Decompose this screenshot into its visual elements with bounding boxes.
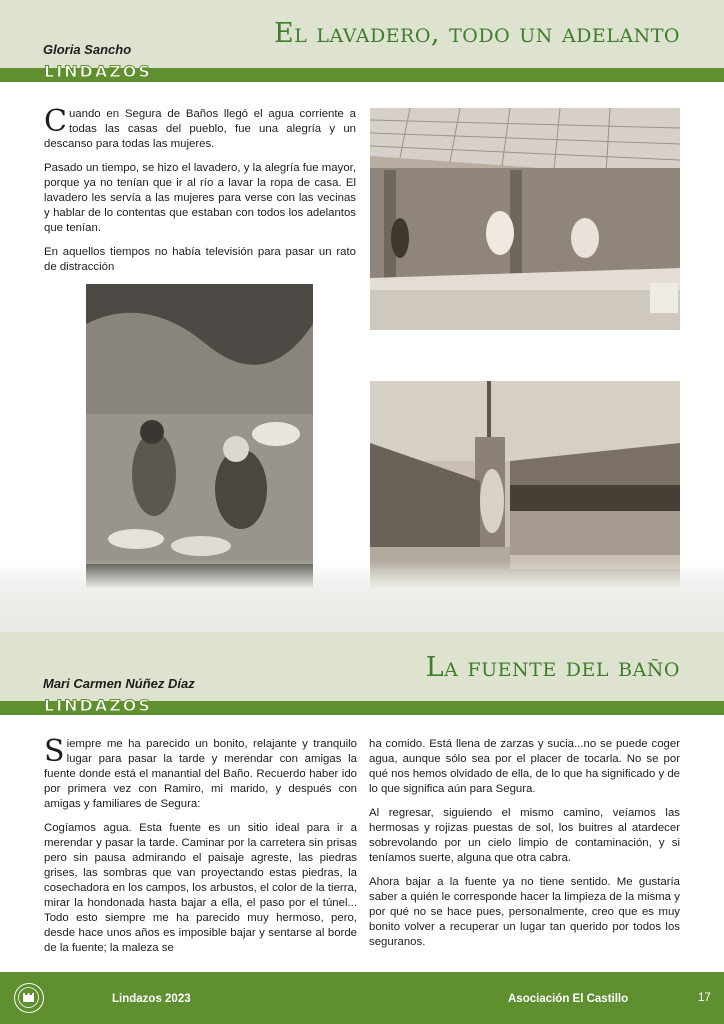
castle-seal-icon [14, 983, 44, 1013]
article1-author: Gloria Sancho [43, 42, 132, 57]
article2-paragraph-4: Al regresar, siguiendo el mismo camino, veíamos las hermosas y rojizas puestas de sol, los buitres al atardecer sobrevolando por un cielo limpio de contaminación, y si teníamos suerte, alguna que otra cabra. [369, 807, 680, 864]
article2-title: La fuente del baño [425, 652, 680, 683]
article2-logo-lindazos: LINDAZOS [44, 696, 152, 715]
article2-paragraph-1: iempre me ha parecido un bonito, relajante y tranquilo lugar para pasar la tarde y merendar con amigas la fuente donde está el manantial del Baño. Recuerdo haber ido por primera vez con Ramiro, mi marido, y después con amigas y familiares de Segura: [44, 738, 357, 810]
article1-paragraph-1: uando en Segura de Baños llegó el agua corriente a todas las casas del pueblo, fue una alegría y un descanso para todas las mujeres. [44, 108, 356, 150]
background-texture-band [0, 560, 724, 632]
article1-dropcap: C [44, 104, 67, 139]
page-footer [0, 972, 724, 1024]
article2-column-2 [369, 737, 680, 959]
article1-paragraph-2: Pasado un tiempo, se hizo el lavadero, y la alegría fue mayor, porque ya no tenían que ir al río a lavar la ropa de casa. El lavadero les servía a las mujeres para verse con las vecinas y hablar de lo contentas que estaban con todos los adelantos que tenían. [44, 162, 356, 234]
article1-paragraph-3: En aquellos tiempos no había televisión para pasar un rato de distracción [44, 246, 356, 273]
article2-author: Mari Carmen Núñez Díaz [43, 676, 195, 691]
article2-paragraph-3: ha comido. Está llena de zarzas y sucia...no se puede coger agua, aunque sólo sea por el placer de tocarla. No se por qué nos hemos olvidado de ella, de lo que ha significado y de lo que significa aún para Segura. [369, 738, 680, 795]
article1-title: El lavadero, todo un adelanto [273, 18, 680, 49]
article2-column-1 [44, 734, 357, 965]
photo-women-river [86, 284, 313, 604]
article2-paragraph-2: Cogíamos agua. Esta fuente es un sitio ideal para ir a merendar y pasar la tarde. Caminar por la carretera sin prisas pero sin pausa admirando el paisaje agreste, las piedras grises, las sombras que van proyectando estas piedras, la cosechadora en los campos, los arbustos, el color de la tierra, mirar la hondonada hasta bajar a ella, el paso por el túnel... Todo esto siempre me ha parecido muy hermoso, pero, desde hace unos años es imposible bajar y sentarse al borde de la fuente; la maleza se [44, 822, 357, 954]
photo-lavadero-women-washing [370, 108, 680, 330]
footer-publication: Lindazos 2023 [112, 993, 191, 1005]
footer-association: Asociación El Castillo [508, 993, 629, 1005]
article2-paragraph-5: Ahora bajar a la fuente ya no tiene sentido. Me gustaría saber a quién le corresponde hacer la limpieza de la misma y por qué no se hace pues, personalmente, creo que es muy bonito volver a recuperar un lugar tan querido por todos los seguranos. [369, 876, 680, 948]
article1-logo-lindazos: LINDAZOS [44, 62, 152, 81]
article1-body [44, 104, 356, 284]
article2-dropcap: S [44, 734, 65, 769]
page-number: 17 [698, 992, 711, 1004]
